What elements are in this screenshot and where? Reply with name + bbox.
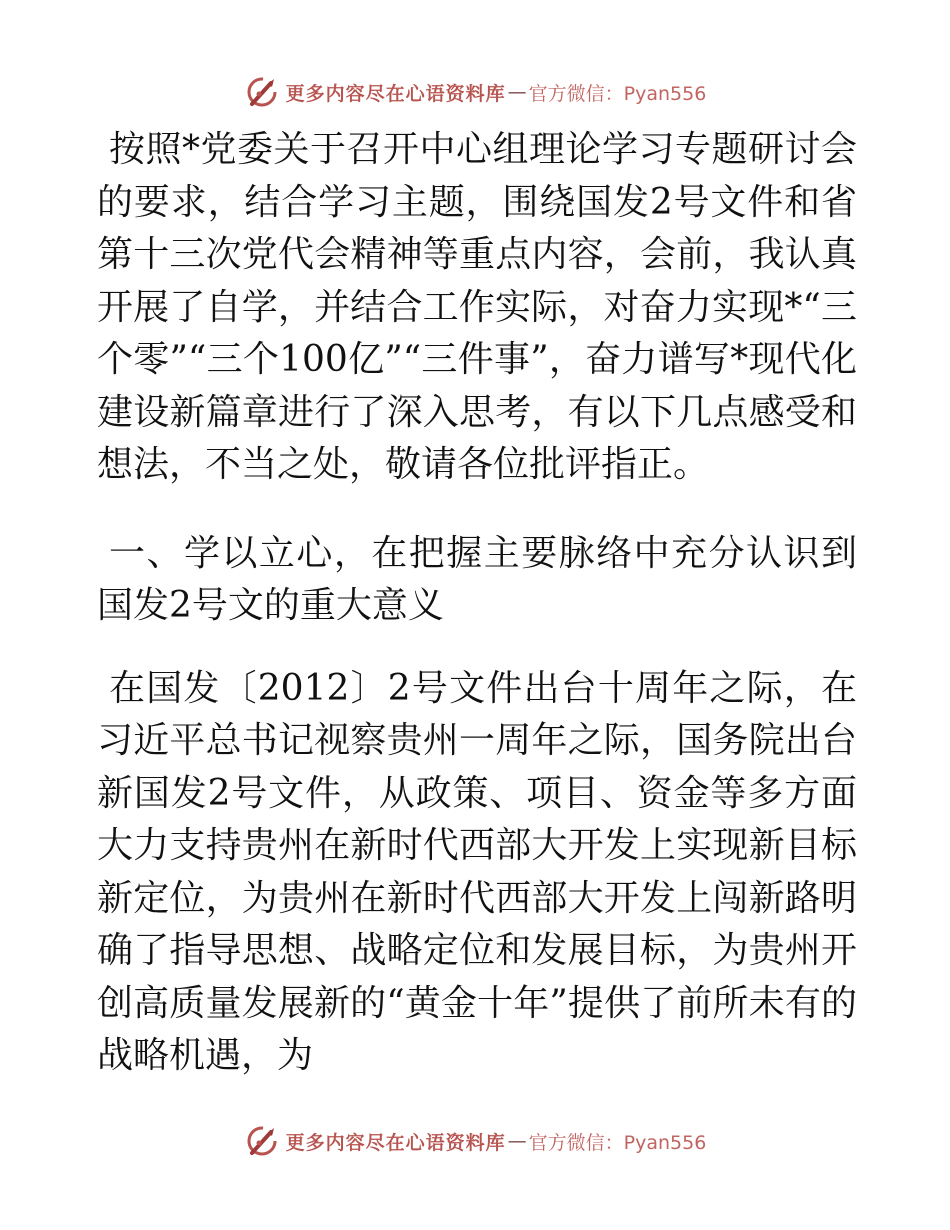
section-one-body: 在国发〔2012〕2号文件出台十周年之际，在习近平总书记视察贵州一周年之际，国务院出台新国发2号文件，从政策、项目、资金等多方面大力支持贵州在新时代西部大开发上实现新目标新定位，为贵州在新时代西部大开发上闯新路明确了指导思想、战略定位和发展目标，为贵州开创高质量发展新的“黄金十年”提供了前所未有的战略机遇，为 <box>97 667 857 1076</box>
footer-banner <box>0 1121 950 1161</box>
banner-separator: — <box>507 81 527 103</box>
banner-separator: — <box>507 1130 527 1152</box>
section-heading-one: 一、学以立心，在把握主要脉络中充分认识到国发2号文的重大意义 <box>97 532 857 626</box>
document-body <box>97 124 857 1083</box>
header-banner <box>0 72 950 112</box>
banner-brand-text: 更多内容尽在心语资料库 <box>285 82 506 105</box>
intro-paragraph: 按照*党委关于召开中心组理论学习专题研讨会的要求，结合学习主题，围绕国发2号文件和省第十三次党代会精神等重点内容，会前，我认真开展了自学，并结合工作实际，对奋力实现*“三个零”“三个100亿”“三件事”，奋力谱写*现代化建设新篇章进行了深入思考，有以下几点感受和想法，不当之处，敬请各位批评指正。 <box>97 129 857 485</box>
banner-brand-text: 更多内容尽在心语资料库 <box>285 1131 506 1154</box>
brush-circle-logo-icon <box>244 74 280 110</box>
banner-contact-text: 官方微信：Pyan556 <box>528 1131 707 1154</box>
brush-circle-logo-icon <box>244 1123 280 1159</box>
banner-contact-text: 官方微信：Pyan556 <box>528 82 707 105</box>
